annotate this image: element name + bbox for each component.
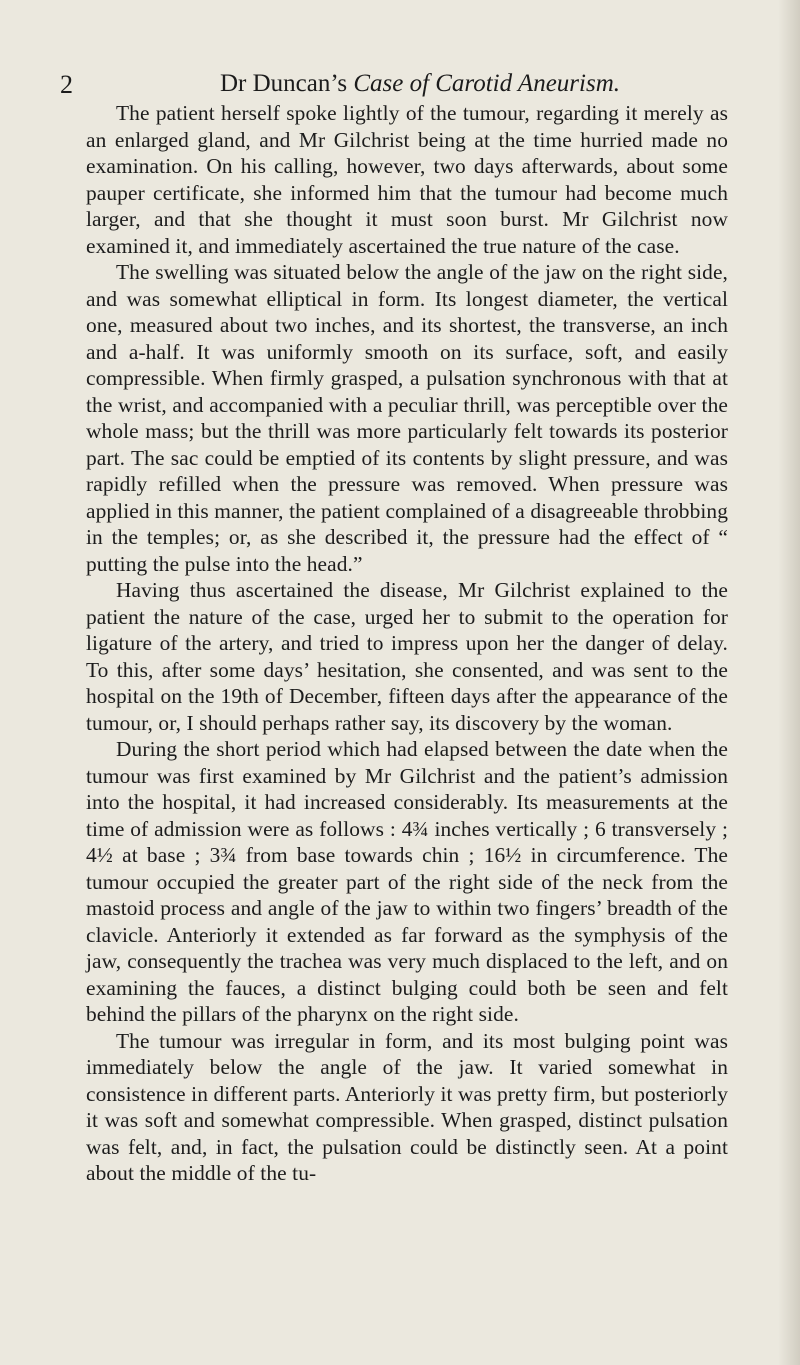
page-edge-shadow	[778, 0, 800, 1365]
running-head-title: Case of Carotid Aneurism.	[353, 70, 620, 97]
running-head	[160, 70, 680, 98]
page-header	[0, 60, 800, 100]
paragraph: During the short period which had elapsed between the date when the tumour was first examined by Mr Gilchrist and the patient’s admission into the hospital, it had increased considerably. Its measurements at the time of admission were as follows : 4¾ inches vertically ; 6 transversely ; 4½ at base ; 3¾ from base towards chin ; 16½ in circumference. The tumour occupied the greater part of the right side of the neck from the mastoid process and angle of the jaw to within two fingers’ breadth of the clavicle. Anteriorly it extended as far forward as the symphysis of the jaw, consequently the trachea was very much displaced to the left, and on examining the fauces, a distinct bulging could both be seen and felt behind the pillars of the pharynx on the right side.	[86, 737, 728, 1026]
paragraph: The tumour was irregular in form, and its most bulging point was immediately below the angle of the jaw. It varied somewhat in consistence in different parts. Anteriorly it was pretty firm, but posteriorly it was soft and somewhat compressible. When grasped, distinct pulsation was felt, and, in fact, the pulsation could be distinctly seen. At a point about the middle of the tu-	[86, 1028, 728, 1185]
body-text	[86, 100, 728, 1187]
page-number: 2	[60, 70, 73, 99]
paragraph: The patient herself spoke lightly of the tumour, regarding it merely as an enlarged gland, and Mr Gilchrist being at the time hurried made no examination. On his calling, however, two days afterwards, about some pauper certificate, she informed him that the tumour had become much larger, and that she thought it must soon burst. Mr Gilchrist now examined it, and immediately ascertained the true nature of the case.	[86, 101, 728, 258]
paragraph: The swelling was situated below the angle of the jaw on the right side, and was somewhat elliptical in form. Its longest diameter, the vertical one, measured about two inches, and its shortest, the transverse, an inch and a-half. It was uniformly smooth on its surface, soft, and easily compressible. When firmly grasped, a pulsation synchronous with that at the wrist, and accompanied with a peculiar thrill, was perceptible over the whole mass; but the thrill was more particularly felt towards its posterior part. The sac could be emptied of its contents by slight pressure, and was rapidly refilled when the pressure was removed. When pressure was applied in this manner, the patient complained of a disagreeable throbbing in the temples; or, as she described it, the pressure had the effect of “ putting the pulse into the head.”	[86, 260, 728, 576]
paragraph: Having thus ascertained the disease, Mr Gilchrist explained to the patient the nature of the case, urged her to submit to the operation for ligature of the artery, and tried to impress upon her the danger of delay. To this, after some days’ hesitation, she consented, and was sent to the hospital on the 19th of December, fifteen days after the appearance of the tumour, or, I should perhaps rather say, its discovery by the woman.	[86, 578, 728, 735]
running-head-author: Dr Duncan’s	[220, 70, 354, 97]
